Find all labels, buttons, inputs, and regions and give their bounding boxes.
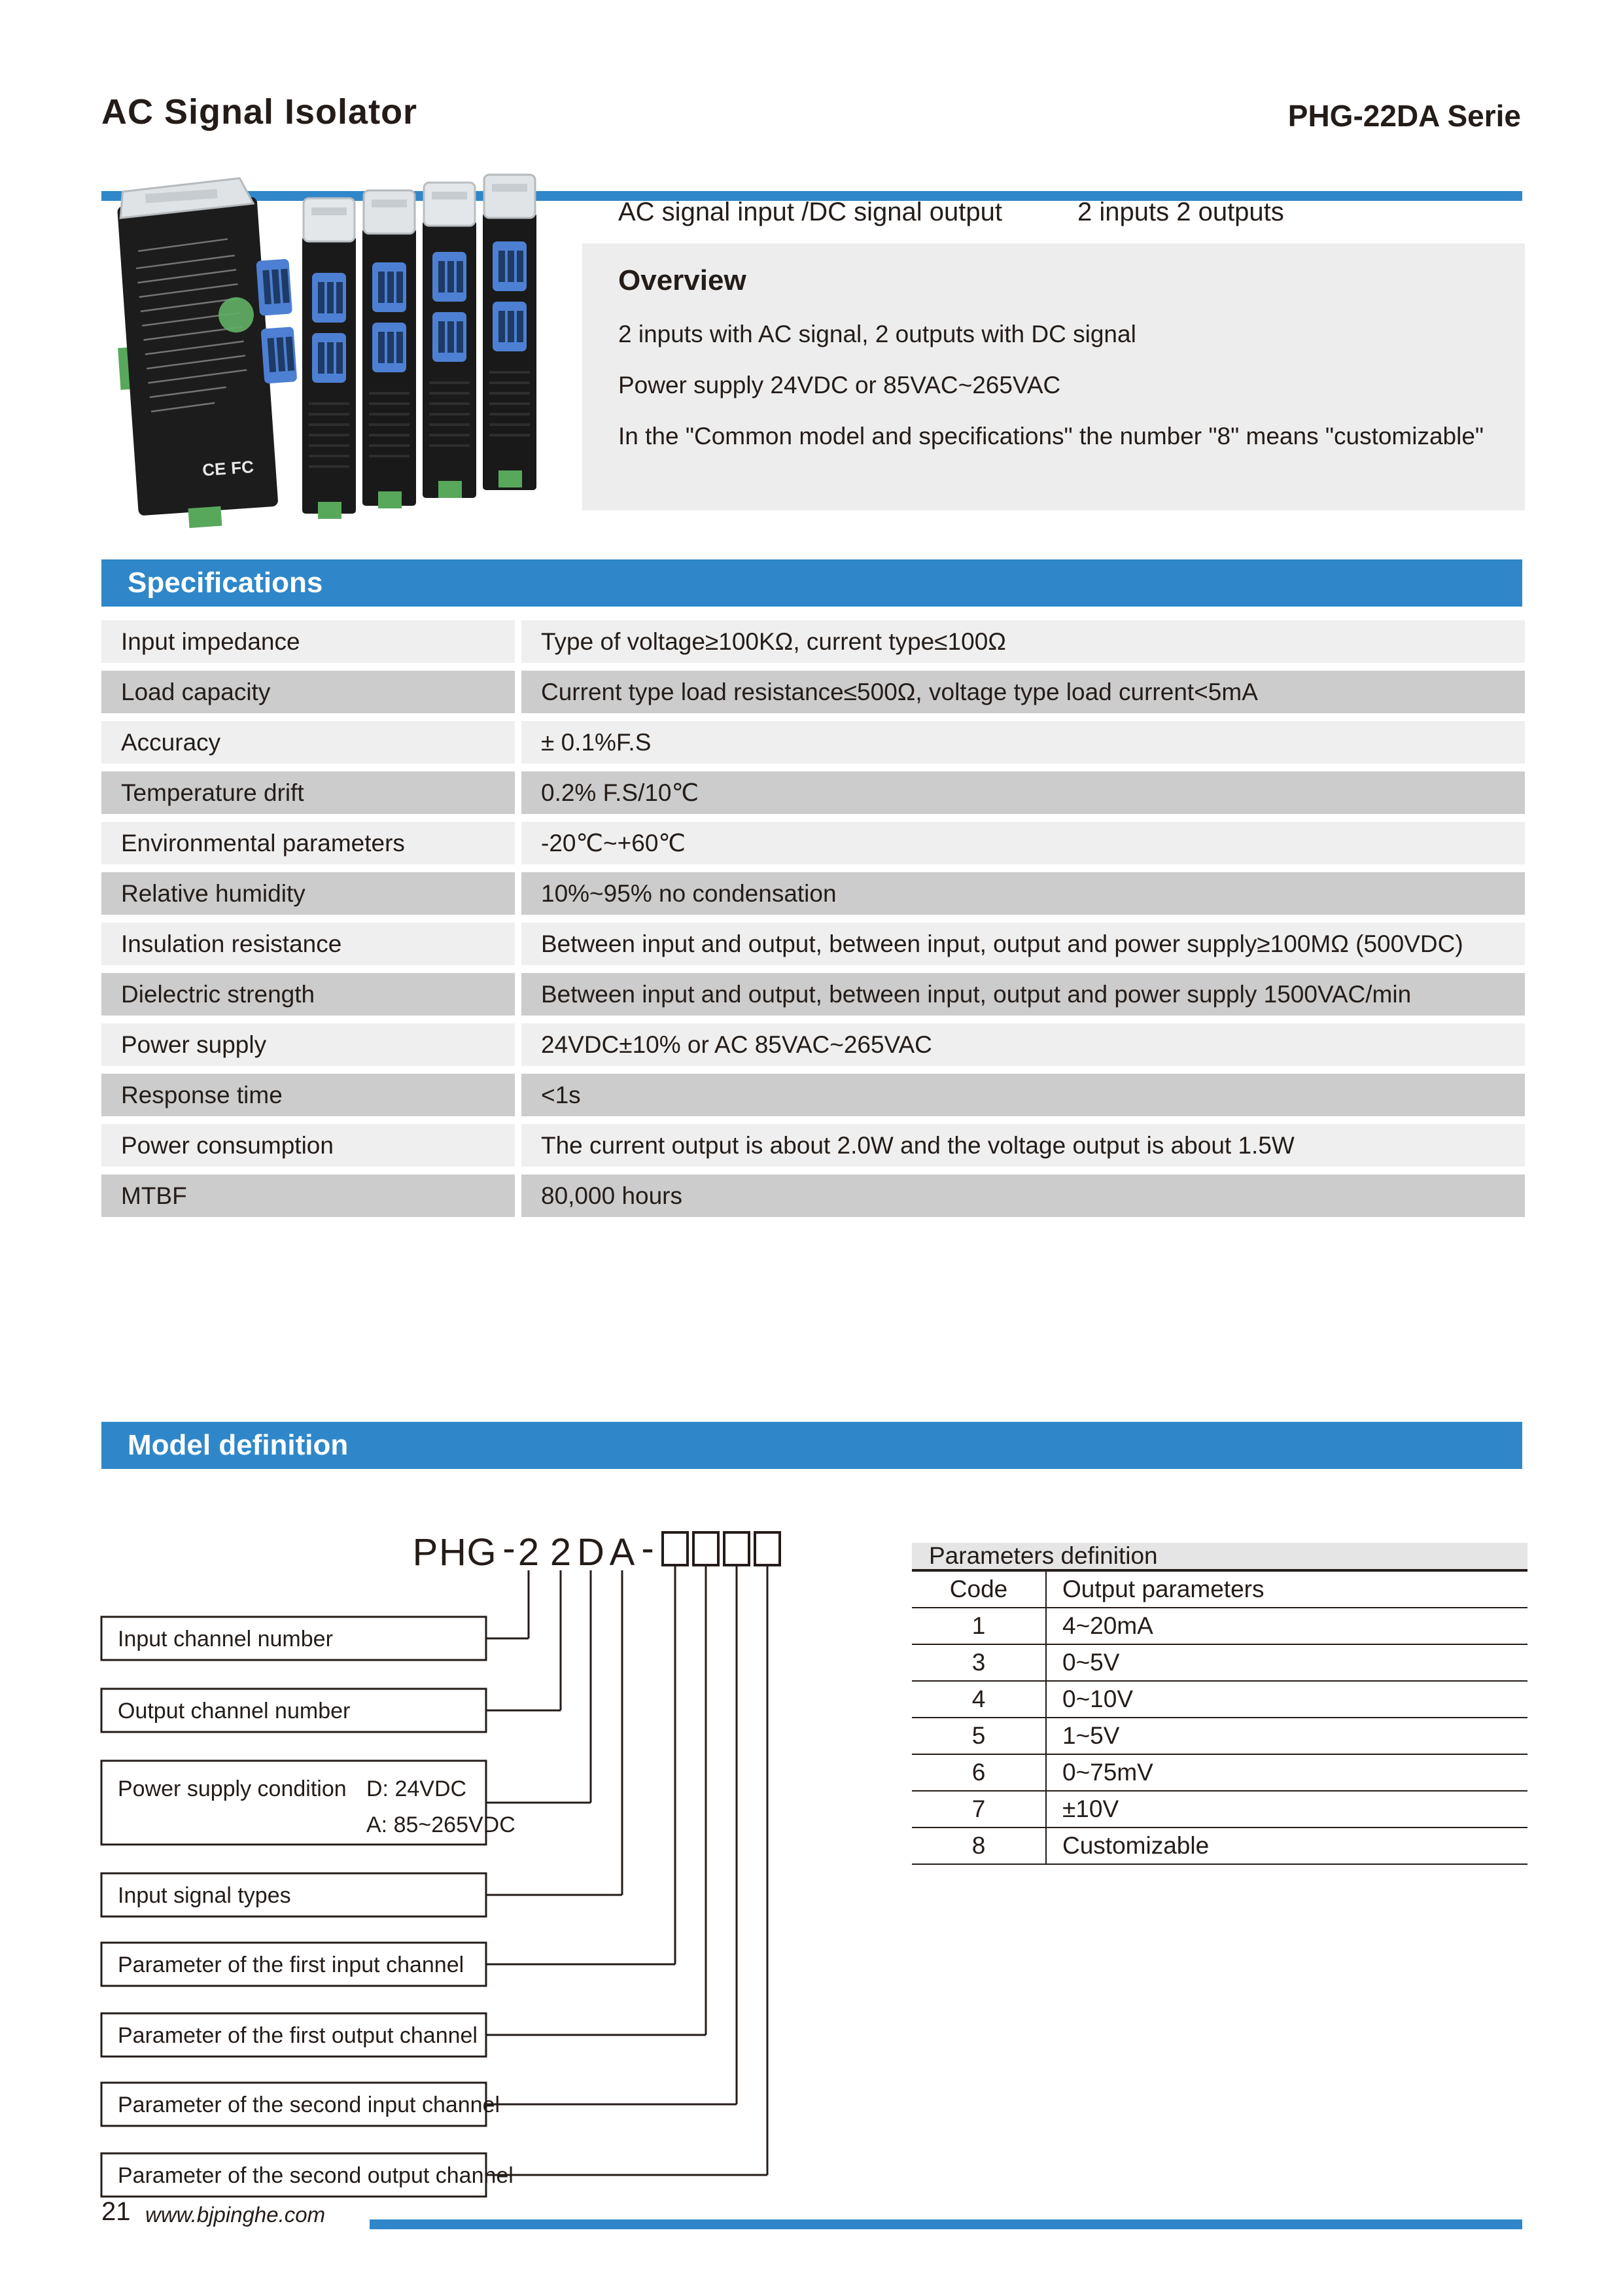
model-label: Parameter of the second output channel	[118, 2163, 514, 2188]
overview-line: 2 inputs with AC signal, 2 outputs with DC signal	[618, 321, 1136, 347]
spec-label: Accuracy	[101, 721, 515, 764]
output-cell: 4~20mA	[1062, 1612, 1153, 1639]
spec-label: Environmental parameters	[101, 822, 515, 864]
output-cell: ±10V	[1062, 1795, 1119, 1822]
spec-value: Between input and output, between input, output and power supply≥100MΩ (500VDC)	[521, 923, 1525, 965]
output-cell: 0~10V	[1062, 1686, 1134, 1712]
table-row	[101, 771, 1525, 814]
specifications-section-header	[101, 559, 1522, 607]
model-label: Parameter of the first output channel	[118, 2023, 478, 2048]
output-cell: 0~75mV	[1062, 1759, 1153, 1786]
model-definition-section-title: Model definition	[128, 1429, 349, 1461]
spec-label: Dielectric strength	[101, 973, 515, 1016]
svg-text:G: G	[466, 1531, 497, 1574]
spec-label: Response time	[101, 1074, 515, 1116]
column-header-code: Code	[912, 1572, 1047, 1607]
model-label: Input signal types	[118, 1883, 291, 1908]
model-label-boxes	[101, 1617, 515, 2197]
spec-label: Power supply	[101, 1023, 515, 1066]
spec-label: Relative humidity	[101, 872, 515, 915]
spec-label: Insulation resistance	[101, 923, 515, 965]
svg-text:CE: CE	[201, 458, 227, 480]
isolator-module-front	[111, 175, 307, 533]
table-row	[912, 1682, 1527, 1718]
spec-value: -20℃~+60℃	[521, 822, 1525, 864]
table-row	[912, 1755, 1527, 1792]
table-row	[912, 1608, 1527, 1645]
model-code	[413, 1527, 654, 1574]
model-definition-section-header	[101, 1422, 1522, 1469]
parameters-table-title: Parameters definition	[912, 1543, 1527, 1572]
code-cell: 7	[912, 1792, 1047, 1827]
spec-label: MTBF	[101, 1174, 515, 1217]
spec-value: 0.2% F.S/10℃	[521, 771, 1525, 814]
model-label: Parameter of the first input channel	[118, 1952, 464, 1977]
table-row	[101, 721, 1525, 764]
table-row	[101, 822, 1525, 864]
page-title: AC Signal Isolator	[101, 92, 418, 132]
table-row	[912, 1718, 1527, 1755]
specifications-section-title: Specifications	[128, 567, 323, 599]
table-row	[101, 973, 1525, 1016]
svg-text:P: P	[412, 1531, 438, 1574]
spec-value: 24VDC±10% or AC 85VAC~265VAC	[521, 1023, 1525, 1066]
parameters-definition-table	[912, 1543, 1527, 1865]
table-row	[101, 872, 1525, 915]
overview-line: In the "Common model and specifications" the number "8" means "customizable"	[618, 423, 1484, 450]
spec-value: 10%~95% no condensation	[521, 872, 1525, 915]
code-cell: 1	[912, 1608, 1047, 1644]
code-cell: 5	[912, 1718, 1047, 1754]
overview-panel	[582, 243, 1525, 510]
spec-label: Temperature drift	[101, 771, 515, 814]
table-row	[912, 1645, 1527, 1682]
connector-lines	[486, 1565, 767, 2175]
specifications-table	[101, 620, 1525, 1225]
code-cell: 3	[912, 1645, 1047, 1680]
footer-rule	[370, 2219, 1522, 2229]
caption-channels: 2 inputs 2 outputs	[1077, 198, 1284, 226]
model-code-digit-boxes	[663, 1532, 780, 1565]
svg-text:D: D	[577, 1531, 604, 1574]
table-row	[101, 1124, 1525, 1167]
website-url: www.bjpinghe.com	[145, 2202, 326, 2227]
column-header-output: Output parameters	[1062, 1576, 1265, 1602]
spec-value: Current type load resistance≤500Ω, voltage type load current<5mA	[521, 671, 1525, 713]
model-label: Power supply condition	[118, 1776, 347, 1801]
svg-text:-: -	[502, 1527, 515, 1570]
code-cell: 6	[912, 1755, 1047, 1790]
table-row	[101, 1174, 1525, 1217]
spec-label: Load capacity	[101, 671, 515, 713]
table-row	[101, 671, 1525, 713]
model-label-option: D: 24VDC	[366, 1776, 467, 1801]
overview-line: Power supply 24VDC or 85VAC~265VAC	[618, 372, 1061, 398]
output-cell: 1~5V	[1062, 1722, 1120, 1749]
model-label-option: A: 85~265VDC	[366, 1812, 515, 1837]
output-cell: Customizable	[1062, 1832, 1210, 1859]
table-row	[101, 1023, 1525, 1066]
page-number: 21	[101, 2197, 131, 2226]
table-row	[101, 923, 1525, 965]
spec-value: 80,000 hours	[521, 1174, 1525, 1217]
spec-value: ± 0.1%F.S	[521, 721, 1525, 764]
code-cell: 4	[912, 1682, 1047, 1717]
svg-text:-: -	[641, 1527, 654, 1570]
model-label: Output channel number	[118, 1699, 351, 1723]
spec-label: Input impedance	[101, 620, 515, 663]
output-cell: 0~5V	[1062, 1649, 1120, 1676]
spec-value: The current output is about 2.0W and the voltage output is about 1.5W	[521, 1124, 1525, 1167]
intro-caption	[618, 198, 1284, 227]
model-label: Parameter of the second input channel	[118, 2093, 500, 2117]
table-row	[101, 620, 1525, 663]
series-title: PHG-22DA Serie	[1287, 99, 1521, 133]
spec-label: Power consumption	[101, 1124, 515, 1167]
isolator-module-rack	[302, 175, 536, 519]
svg-text:2: 2	[517, 1531, 540, 1574]
spec-value: <1s	[521, 1074, 1525, 1116]
code-cell: 8	[912, 1828, 1047, 1863]
table-row	[912, 1792, 1527, 1828]
spec-value: Type of voltage≥100KΩ, current type≤100Ω	[521, 620, 1525, 663]
svg-text:A: A	[609, 1531, 635, 1574]
caption-io: AC signal input /DC signal output	[618, 198, 1002, 226]
table-row	[912, 1828, 1527, 1865]
product-photo	[111, 167, 608, 553]
spec-value: Between input and output, between input, output and power supply 1500VAC/min	[521, 973, 1525, 1016]
model-label: Input channel number	[118, 1627, 333, 1651]
svg-text:FC: FC	[230, 456, 254, 478]
svg-text:H: H	[439, 1531, 466, 1574]
table-header-row	[912, 1572, 1527, 1608]
overview-title: Overview	[618, 264, 746, 296]
svg-text:2: 2	[550, 1531, 572, 1574]
table-row	[101, 1074, 1525, 1116]
